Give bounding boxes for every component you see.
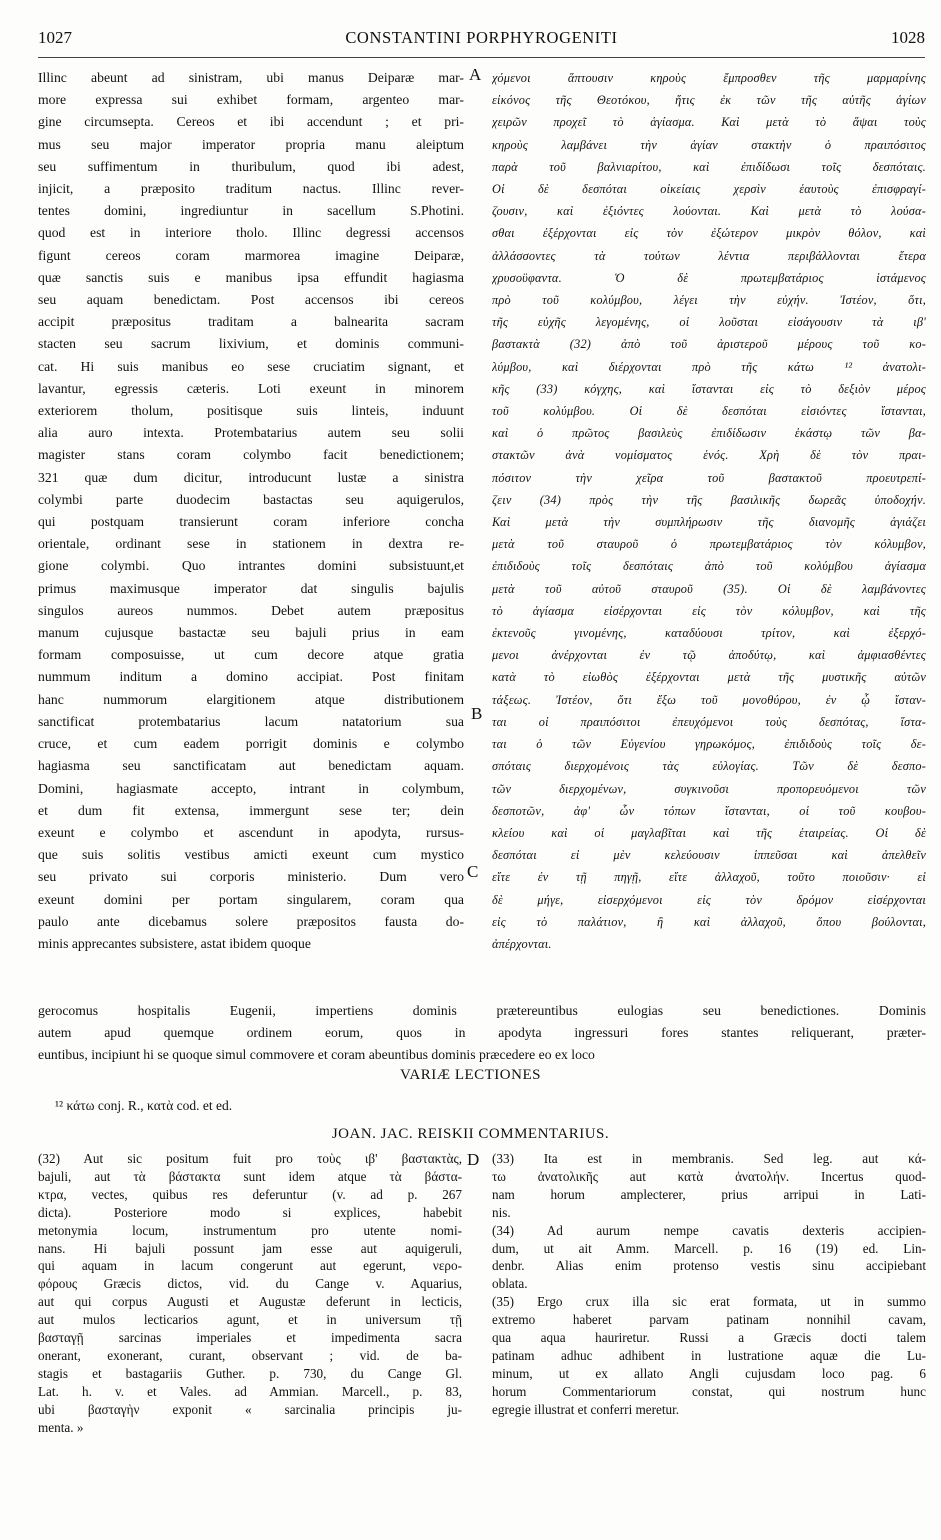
commentary-line: (33) Ita est in membranis. Sed leg. aut κά- — [492, 1151, 926, 1166]
commentary-right-column — [492, 1150, 926, 1419]
latin-text-line: singulos aureos nummos. Debet autem præpositus — [38, 602, 464, 618]
greek-text-line: εἰς τὸ παλάτιον, ἢ καὶ ἀλλαχοῦ, ὅπου βούλονται, — [492, 914, 926, 929]
greek-text-line: στακτῶν ἀνὰ νομίσματος ἑνός. Χρὴ δὲ τὸν πραι- — [492, 448, 926, 463]
greek-text-line: εἴτε ἐν τῇ πηγῇ, εἴτε ἀλλαχοῦ, τοῦτο ποιοῦσιν· εἰ — [492, 870, 926, 885]
greek-text-line: ζειν (34) πρὸς τὴν τῆς βασιλικῆς δωρεᾶς ὑποδοχήν. — [492, 492, 926, 507]
commentary-line: aut mulos lecticarios agunt, et in universum τῇ — [38, 1312, 462, 1328]
commentary-line: oblata. — [492, 1276, 528, 1292]
greek-column — [492, 67, 926, 955]
commentary-line: extremo haberet parvam patinam nonnihil cavam, — [492, 1312, 926, 1328]
commentary-line: stagis et bastagariis Guther. p. 730, du Cange Gl. — [38, 1365, 462, 1381]
greek-text-line: ἀπέρχονται. — [492, 936, 552, 951]
commentary-heading: JOAN. JAC. REISKII COMMENTARIUS. — [331, 1126, 610, 1142]
commentary-line: denbr. Alias enim protenso vestis sinu accipiebant — [492, 1258, 926, 1274]
greek-text-line: ἐκτενοῦς γινομένης, καταδύουσι τρίτον, καὶ ἐξερχό- — [492, 626, 926, 641]
margin-letter-c: C — [467, 862, 479, 881]
latin-text-line: quod est in interiore tholo. Illinc degressi accensos — [38, 225, 464, 241]
greek-text-line: τὸ ἁγίασμα εἰσέρχονται εἰς τὸν κόλυμβον, καὶ τῆς — [492, 603, 926, 618]
page-number-left: 1027 — [38, 28, 72, 47]
commentary-line: (32) Aut sic positum fuit pro τοὺς ιβ' βαστακτὰς, — [38, 1151, 462, 1166]
commentary-line: dum, ut ait Amm. Marcell. p. 16 (19) ed. Lin- — [492, 1240, 926, 1256]
greek-text-line: μετὰ τοῦ αὐτοῦ σταυροῦ (35). Οἱ δὲ λαμβάνοντες — [492, 581, 926, 596]
commentary-line: βασταγῇ sarcinas imperiales et impedimenta sacra — [38, 1330, 462, 1346]
commentary-line: ubi βασταγὴν exponit « sarcinalia principis ju- — [38, 1401, 462, 1417]
latin-text-line: minis apprecantes subsistere, astat ibidem quoque — [38, 935, 311, 951]
latin-text-line: exeunt e colymbo et ascendunt in apodyta, rursus- — [38, 824, 464, 840]
commentary-line: onerant, exonerant, curant, observant ; vid. de ba- — [38, 1347, 462, 1363]
commentary-line: nans. Hi bajuli possunt jam esse aut aquigeruli, — [38, 1240, 462, 1256]
latin-text-line: Domini, hagiasmate accepto, intrant in colymbum, — [38, 780, 464, 796]
greek-text-line: τῆς εὐχῆς λεγομένης, οἱ λοῦσται εἰσάγουσιν τὰ ιβ' — [492, 315, 926, 330]
commentary-line: qua aqua hauriretur. Russi a Græcis docti talem — [492, 1330, 926, 1346]
greek-text-line: πρὸ τοῦ κολύμβου, λέγει τὴν εὐχήν. Ἰστέον, ὅτι, — [492, 293, 926, 308]
margin-letter-b: B — [471, 704, 483, 723]
header-rule — [38, 57, 925, 58]
latin-text-line: more expressa sui exhibet formam, argenteo mar- — [38, 92, 464, 108]
latin-text-line: primus maximusque imperator dat singulis bajulis — [38, 580, 464, 596]
latin-text-line: magister stans coram colymbo facit benedictionem; — [38, 447, 464, 463]
greek-text-line: ζουσιν, καὶ ἐξιόντες λούονται. Καὶ μετὰ τὸ λούσα- — [492, 204, 926, 219]
latin-text-line: colymbi parte duodecim bastactas seu aquigerulos, — [38, 491, 464, 507]
greek-text-line: δεσποτῶν, ἀφ' ὧν τόπων ἵστανται, οἱ τοῦ κουβου- — [492, 803, 926, 818]
page-number-right: 1028 — [891, 28, 925, 47]
commentary-line: bajuli, aut τὰ βάστακτα sunt idem atque τὰ βάστα- — [38, 1168, 462, 1184]
full-width-text-line: gerocomus hospitalis Eugenii, impertiens dominis prætereuntibus eulogias seu benedictiones. Dominis — [38, 1003, 926, 1018]
commentary-line: φόρους Græcis dictos, vid. du Cange v. Aquarius, — [38, 1276, 462, 1292]
running-title: CONSTANTINI PORPHYROGENITI — [345, 28, 618, 47]
latin-text-line: qui postquam transierunt coram inferiore concha — [38, 514, 464, 530]
greek-text-line: καὶ ὁ πρῶτος βασιλεὺς ἐπιδίδωσιν ἑκάστῳ τῶν βα- — [492, 426, 926, 441]
latin-text-line: et dum fit extensa, immergunt sese ter; dein — [38, 802, 464, 818]
greek-text-line: ται ὁ τῶν Εὐγενίου γηρωκόμος, ἐπιδιδοὺς τοῖς δε- — [492, 737, 926, 752]
greek-text-line: κηροὺς λαμβάνει τὴν ἁγίαν στακτὴν ὁ πραιπόσιτος — [492, 137, 926, 152]
commentary-left-column — [38, 1150, 462, 1437]
greek-text-line: πόσιτον τὴν χεῖρα τοῦ βαστακτοῦ προευτρεπί- — [492, 470, 926, 485]
latin-text-line: cat. Hi suis manibus eo sese cruciatim signant, et — [38, 358, 464, 374]
latin-text-line: quæ sanctis suis e manibus ipsa effundit hagiasma — [38, 269, 464, 285]
latin-text-line: gione colymbi. Quo intrantes domini subsistuunt,et — [38, 558, 464, 574]
commentary-line: nam horum amplecterer, prius arripui in Lati- — [492, 1186, 926, 1202]
latin-text-line: hagiasma seu sanctificatam aut benedictam aquam. — [38, 758, 464, 774]
greek-text-line: ἐπιδιδοὺς τοῖς δεσπόταις ἀπὸ τοῦ κολύμβου ἁγίασμα — [492, 559, 926, 574]
greek-text-line: χόμενοι ἅπτουσιν κηροὺς ἔμπροσθεν τῆς μαρμαρίνης — [492, 71, 926, 85]
greek-text-line: τοῦ κολύμβου. Οἱ δὲ δεσπόται εἰσιόντες ἵστανται, — [492, 404, 926, 419]
greek-text-line: χειρῶν προχεῖ τὸ ἁγίασμα. Καὶ μετὰ τὸ ἅψαι τοὺς — [492, 115, 926, 130]
running-header — [38, 28, 925, 52]
latin-text-line: lavantur, egressis cæteris. Loti exeunt in minorem — [38, 380, 464, 396]
greek-text-line: κῆς (33) κόγχης, καὶ ἵστανται εἰς τὸ δεξιὸν μέρος — [492, 381, 926, 396]
commentary-line: nis. — [492, 1204, 511, 1220]
greek-text-line: Οἱ δὲ δεσπόται οἰκείαις χερσὶν ἑαυτοὺς ἐπισφραγί- — [492, 182, 926, 197]
commentary-line: egregie illustrat et conferri meretur. — [492, 1401, 680, 1417]
latin-column — [38, 67, 464, 955]
full-width-text-line: euntibus, incipiunt hi se quoque simul commovere et coram abeuntibus dominis præcedere eo ex loco — [38, 1047, 595, 1063]
commentary-line: qui aquam in lacum congerunt aut egerunt, νερο- — [38, 1258, 462, 1274]
latin-text-line: hanc nummorum elargitionem atque distributionem — [38, 691, 464, 707]
variant-note: ¹² κάτω conj. R., κατὰ cod. et ed. — [55, 1098, 233, 1113]
latin-text-line: seu aquam benedictam. Post accensos ibi cereos — [38, 292, 464, 308]
commentary-line: minum, ut ex allato Angli cujusdam loco pag. 6 — [492, 1365, 926, 1381]
latin-text-line: stacten seu sacrum lixivium, et dominis communi- — [38, 336, 464, 352]
latin-text-line: tentes domini, ingrediuntur in sacellum S.Photini. — [38, 203, 464, 219]
latin-text-line: exteriorem tholum, positisque suis linteis, induunt — [38, 403, 464, 419]
latin-text-line: alia auro intexta. Protembatarius autem seu solii — [38, 425, 464, 441]
greek-text-line: δὲ μήγε, εἰσερχόμενοι εἰς τὸν δρόμον εἰσέρχονται — [492, 892, 926, 907]
greek-text-line: κλείου καὶ οἱ μαγλαβῖται καὶ τῆς ἑταιρείας. Οἱ δὲ — [492, 825, 926, 840]
greek-text-line: τῶν διερχομένων, συγκινοῦσι προπορευόμενοι τῶν — [492, 781, 926, 796]
commentary-line: (34) Ad aurum nempe cavatis dexteris accipien- — [492, 1222, 926, 1238]
greek-text-line: τάξεως. Ἰστέον, ὅτι ἔξω τοῦ μονοθύρου, ἐν ᾧ ἵσταν- — [492, 692, 926, 707]
latin-text-line: exeunt domini per portam singularem, coram qua — [38, 891, 464, 907]
greek-text-line: κατὰ τὸ εἰωθὸς ἐξέρχονται μετὰ τῆς μυστικῆς αὐτῶν — [492, 670, 926, 685]
greek-text-line: χρυσοϋφαντα. Ὁ δὲ πρωτεμβατάριος ἱστάμενος — [492, 270, 926, 285]
commentary-line: menta. » — [38, 1419, 84, 1435]
greek-text-line: εἰκόνος τῆς Θεοτόκου, ἥτις ἐκ τῶν τῆς αὐτῆς ἁγίων — [492, 93, 926, 108]
greek-text-line: παρὰ τοῦ βαλνιαρίτου, καὶ ἐπιδίδωσι τοῖς δεσπόταις. — [492, 159, 926, 174]
greek-text-line: σθαι ἐξέρχονται εἰς τὸν ἐξώτερον μικρὸν θόλον, καὶ — [492, 226, 926, 241]
greek-text-line: ἀλλάσσοντες τὰ τούτων λέντια περιβάλλονται ἕτερα — [492, 248, 926, 263]
latin-text-line: sanctificat protembatarius lacum natatorium sua — [38, 713, 464, 729]
latin-text-line: formam composuisse, ut cum decore atque gratia — [38, 647, 464, 663]
latin-text-line: nummum inditum a domino accipiat. Post finitam — [38, 669, 464, 685]
latin-text-line: orientale, ordinant sese in stationem in dextra re- — [38, 536, 464, 552]
latin-text-line: seu suffimentum in thuribulum, quod ibi adest, — [38, 158, 464, 174]
latin-text-line: 321 quæ dum dicitur, introducunt lustæ a sinistra — [38, 469, 464, 485]
latin-text-line: gine circumsepta. Cereos et ibi accendunt ; et pri- — [38, 114, 464, 130]
greek-text-line: μενοι ἀνέρχονται ἐν τῷ ἀποδύτῳ, καὶ ἀμφιασθέντες — [492, 648, 926, 663]
commentary-line: patinam adhuc adhibent in lustratione aquæ die Lu- — [492, 1347, 926, 1363]
latin-text-line: paulo ante dicebamus solere præpositos fausta do- — [38, 913, 464, 929]
commentary-line: aut qui corpus Augusti et Augustæ deferunt in lecticis, — [38, 1294, 462, 1310]
greek-text-line: ται οἱ πραιπόσιτοι ἐπευχόμενοι τοὺς δεσπότας, ἵστα- — [492, 714, 926, 729]
latin-text-line: manum cujusque bastactæ seu bajuli prius in eam — [38, 625, 464, 641]
greek-text-line: Καὶ μετὰ τὴν συμπλήρωσιν τῆς διανομῆς ἁγιάζει — [492, 515, 926, 530]
greek-text-line: δεσπόται εἰ μὲν κελεύουσιν ἱππεῦσαι καὶ ἀπελθεῖν — [492, 848, 926, 863]
commentary-line: horum Commentariorum constat, qui nostrum hunc — [492, 1383, 926, 1399]
margin-letter-a: A — [469, 65, 482, 84]
latin-text-line: mus seu major imperator propria manu aleiptum — [38, 136, 464, 152]
latin-text-line: cruce, et cum eadem porrigit dominis e colymbo — [38, 736, 464, 752]
full-width-text-line: autem apud quemque ordinem eorum, quos in apodyta ingressuri fores stantes reliquerant, præter- — [38, 1025, 926, 1041]
commentary-line: dicta). Posteriore modo si explices, habebit — [38, 1204, 462, 1220]
commentary-line: (35) Ergo crux illa sic erat formata, ut in summo — [492, 1294, 926, 1310]
latin-text-line: accipit præpositus traditam a balnearita sacram — [38, 314, 464, 330]
latin-text-line: Illinc abeunt ad sinistram, ubi manus Deiparæ mar- — [38, 70, 464, 85]
greek-text-line: σπόταις διερχομένοις τὰς εὐλογίας. Τῶν δὲ δεσπο- — [492, 759, 926, 774]
full-width-text — [38, 1000, 926, 1067]
commentary-line: Lat. h. v. et Vales. ad Ammian. Marcell., p. 83, — [38, 1383, 462, 1399]
greek-text-line: λύμβου, καὶ διέρχονται πρὸ τῆς κάτω ¹² ἀνατολι- — [492, 359, 926, 374]
greek-text-line: βαστακτὰ (32) ἀπὸ τοῦ ἀριστεροῦ μέρους τοῦ κο- — [492, 337, 926, 352]
commentary-line: κτρα, vectes, quibus res deferuntur (v. ad p. 267 — [38, 1186, 462, 1202]
margin-letter-d: D — [467, 1150, 480, 1169]
commentary-line: metonymia locum, instrumentum pro utente nomi- — [38, 1222, 462, 1238]
variae-lectiones-heading: VARIÆ LECTIONES — [400, 1067, 541, 1083]
greek-text-line: μετὰ τοῦ σταυροῦ ὁ πρωτεμβατάριος τὸν κόλυμβον, — [492, 537, 926, 552]
latin-text-line: seu privato sui corporis ministerio. Dum vero — [38, 869, 464, 885]
latin-text-line: injicit, a præposito traditum nactus. Illinc rever- — [38, 181, 464, 197]
commentary-line: τω ἀνατολικῆς aut κατὰ ἀνατολήν. Incertus quod- — [492, 1168, 926, 1184]
latin-text-line: figunt cereos coram marmorea imagine Deiparæ, — [38, 247, 464, 263]
latin-text-line: que suis solitis vestibus amicti exeunt cum mystico — [38, 847, 464, 863]
